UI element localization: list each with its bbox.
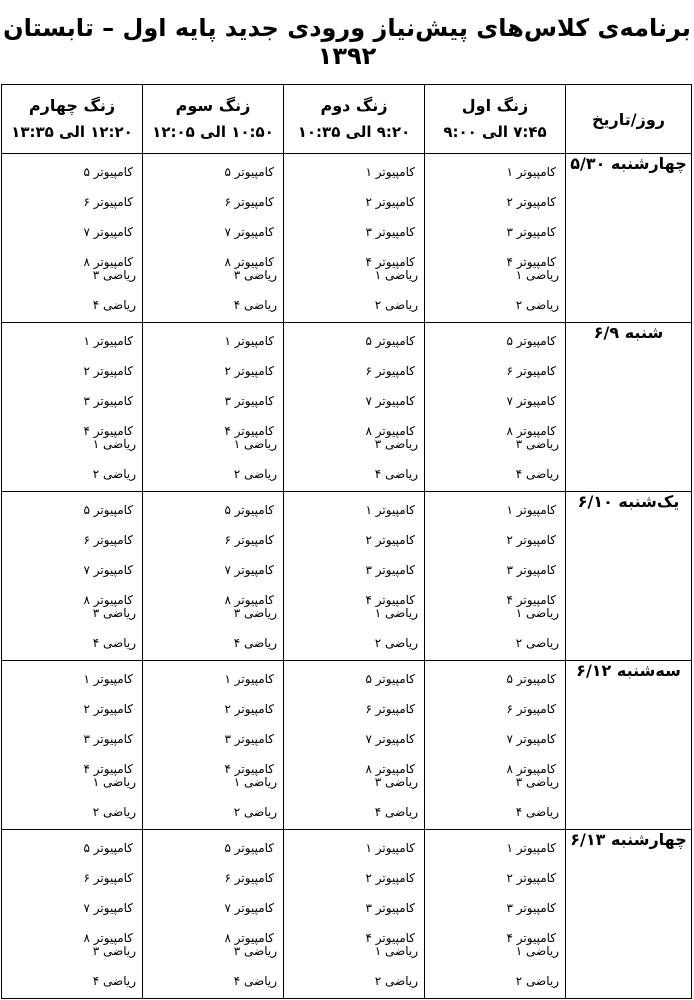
computer-group-label: کامپیوتر ۶ xyxy=(365,364,415,378)
bell-time: ۱۲:۲۰ الی ۱۳:۳۵ xyxy=(11,123,133,141)
computer-group-label: کامپیوتر ۶ xyxy=(506,702,556,716)
math-group-label: ریاضی ۱ xyxy=(515,268,559,282)
computer-group-label: کامپیوتر ۴ xyxy=(506,255,556,269)
computer-group-label: کامپیوتر ۲ xyxy=(83,364,133,378)
computer-group-label: کامپیوتر ۵ xyxy=(83,841,133,855)
computer-group-label: کامپیوتر ۴ xyxy=(365,593,415,607)
bell-time: ۷:۴۵ الی ۹:۰۰ xyxy=(443,123,547,141)
computer-group-label: کامپیوتر ۵ xyxy=(224,165,274,179)
math-groups xyxy=(147,260,277,320)
computer-groups xyxy=(425,661,565,784)
computer-group-label: کامپیوتر ۸ xyxy=(506,424,556,438)
computer-group-label: کامپیوتر ۸ xyxy=(224,255,274,269)
math-groups xyxy=(429,598,559,658)
computer-group-label: کامپیوتر ۴ xyxy=(83,762,133,776)
math-group-label: ریاضی ۴ xyxy=(233,974,277,988)
table-row xyxy=(2,830,692,999)
computer-group-label: کامپیوتر ۷ xyxy=(506,394,556,408)
math-groups xyxy=(429,260,559,320)
computer-groups xyxy=(425,492,565,615)
day-date-cell: شنبه ۶/۹ xyxy=(566,323,692,492)
math-group-label: ریاضی ۳ xyxy=(92,944,136,958)
table-row xyxy=(2,154,692,323)
computer-group-label: کامپیوتر ۶ xyxy=(83,871,133,885)
computer-group-label: کامپیوتر ۵ xyxy=(365,672,415,686)
bell-name: زنگ اول xyxy=(461,96,529,115)
computer-group-label: کامپیوتر ۸ xyxy=(506,762,556,776)
computer-group-label: کامپیوتر ۶ xyxy=(224,195,274,209)
computer-group-label: کامپیوتر ۱ xyxy=(506,503,556,517)
computer-group-label: کامپیوتر ۱ xyxy=(83,672,133,686)
day-date-cell: سه‌شنبه ۶/۱۲ xyxy=(566,661,692,830)
math-group-label: ریاضی ۲ xyxy=(374,298,418,312)
computer-groups xyxy=(2,661,142,784)
class-slot-cell xyxy=(425,323,566,492)
class-slot-cell xyxy=(425,154,566,323)
computer-group-label: کامپیوتر ۳ xyxy=(365,901,415,915)
bell-header-4 xyxy=(2,85,143,154)
computer-group-label: کامپیوتر ۳ xyxy=(365,225,415,239)
class-slot-cell xyxy=(2,323,143,492)
computer-groups xyxy=(143,661,283,784)
math-group-label: ریاضی ۳ xyxy=(92,268,136,282)
math-groups xyxy=(147,429,277,489)
math-group-label: ریاضی ۳ xyxy=(233,944,277,958)
math-group-label: ریاضی ۳ xyxy=(374,437,418,451)
class-slot-cell xyxy=(284,154,425,323)
math-groups xyxy=(6,936,136,996)
schedule-table xyxy=(1,84,692,999)
computer-group-label: کامپیوتر ۸ xyxy=(365,424,415,438)
computer-groups xyxy=(284,661,424,784)
bell-header-1 xyxy=(425,85,566,154)
computer-group-label: کامپیوتر ۲ xyxy=(83,702,133,716)
math-groups xyxy=(147,767,277,827)
math-group-label: ریاضی ۴ xyxy=(92,298,136,312)
bell-name: زنگ دوم xyxy=(320,96,388,115)
math-group-label: ریاضی ۱ xyxy=(92,437,136,451)
math-groups xyxy=(147,598,277,658)
bell-header-2 xyxy=(284,85,425,154)
computer-group-label: کامپیوتر ۷ xyxy=(506,732,556,746)
computer-group-label: کامپیوتر ۳ xyxy=(83,394,133,408)
math-group-label: ریاضی ۴ xyxy=(515,805,559,819)
computer-groups xyxy=(2,154,142,277)
header-row xyxy=(2,85,692,154)
computer-groups xyxy=(143,830,283,953)
day-date-cell: یک‌شنبه ۶/۱۰ xyxy=(566,492,692,661)
computer-group-label: کامپیوتر ۳ xyxy=(506,563,556,577)
math-group-label: ریاضی ۲ xyxy=(374,636,418,650)
schedule-body xyxy=(2,154,692,999)
computer-group-label: کامپیوتر ۵ xyxy=(83,503,133,517)
bell-name: زنگ سوم xyxy=(175,96,251,115)
class-slot-cell xyxy=(2,154,143,323)
day-date-cell: چهارشنبه ۶/۱۳ xyxy=(566,830,692,999)
class-slot-cell xyxy=(425,492,566,661)
computer-group-label: کامپیوتر ۸ xyxy=(224,931,274,945)
computer-group-label: کامپیوتر ۲ xyxy=(365,195,415,209)
computer-group-label: کامپیوتر ۱ xyxy=(506,841,556,855)
class-slot-cell xyxy=(143,830,284,999)
computer-group-label: کامپیوتر ۴ xyxy=(365,931,415,945)
computer-group-label: کامپیوتر ۶ xyxy=(83,533,133,547)
math-group-label: ریاضی ۳ xyxy=(515,437,559,451)
bell-time: ۱۰:۵۰ الی ۱۲:۰۵ xyxy=(152,123,274,141)
math-group-label: ریاضی ۴ xyxy=(92,974,136,988)
computer-group-label: کامپیوتر ۲ xyxy=(506,195,556,209)
computer-group-label: کامپیوتر ۳ xyxy=(365,563,415,577)
math-group-label: ریاضی ۱ xyxy=(233,437,277,451)
computer-group-label: کامپیوتر ۵ xyxy=(506,334,556,348)
day-column-header: روز/تاریخ xyxy=(566,85,692,154)
math-group-label: ریاضی ۳ xyxy=(515,775,559,789)
computer-groups xyxy=(2,323,142,446)
math-group-label: ریاضی ۲ xyxy=(374,974,418,988)
math-groups xyxy=(429,936,559,996)
math-groups xyxy=(288,429,418,489)
math-group-label: ریاضی ۱ xyxy=(92,775,136,789)
computer-group-label: کامپیوتر ۱ xyxy=(224,334,274,348)
computer-group-label: کامپیوتر ۲ xyxy=(365,871,415,885)
bell-time: ۹:۲۰ الی ۱۰:۳۵ xyxy=(297,123,411,141)
math-group-label: ریاضی ۴ xyxy=(233,636,277,650)
computer-group-label: کامپیوتر ۳ xyxy=(224,732,274,746)
computer-group-label: کامپیوتر ۶ xyxy=(83,195,133,209)
class-slot-cell xyxy=(425,830,566,999)
computer-group-label: کامپیوتر ۵ xyxy=(506,672,556,686)
computer-group-label: کامپیوتر ۲ xyxy=(224,364,274,378)
math-group-label: ریاضی ۲ xyxy=(233,805,277,819)
computer-groups xyxy=(143,323,283,446)
computer-group-label: کامپیوتر ۲ xyxy=(365,533,415,547)
computer-group-label: کامپیوتر ۴ xyxy=(83,424,133,438)
computer-group-label: کامپیوتر ۷ xyxy=(83,225,133,239)
computer-group-label: کامپیوتر ۶ xyxy=(506,364,556,378)
math-group-label: ریاضی ۲ xyxy=(92,467,136,481)
computer-group-label: کامپیوتر ۸ xyxy=(83,593,133,607)
math-group-label: ریاضی ۴ xyxy=(515,467,559,481)
computer-groups xyxy=(425,154,565,277)
computer-group-label: کامپیوتر ۲ xyxy=(224,702,274,716)
page-title: برنامه‌ی کلاس‌های پیش‌نیاز ورودی جدید پایه اول – تابستان ۱۳۹۲ xyxy=(3,14,691,70)
math-group-label: ریاضی ۲ xyxy=(92,805,136,819)
class-slot-cell xyxy=(284,830,425,999)
math-groups xyxy=(429,767,559,827)
math-group-label: ریاضی ۱ xyxy=(233,775,277,789)
computer-group-label: کامپیوتر ۷ xyxy=(224,563,274,577)
computer-group-label: کامپیوتر ۳ xyxy=(83,732,133,746)
computer-group-label: کامپیوتر ۸ xyxy=(83,255,133,269)
math-groups xyxy=(288,767,418,827)
math-group-label: ریاضی ۱ xyxy=(515,944,559,958)
class-slot-cell xyxy=(284,661,425,830)
table-row xyxy=(2,323,692,492)
math-groups xyxy=(429,429,559,489)
math-groups xyxy=(288,260,418,320)
computer-group-label: کامپیوتر ۷ xyxy=(224,901,274,915)
computer-groups xyxy=(284,830,424,953)
computer-group-label: کامپیوتر ۴ xyxy=(365,255,415,269)
math-groups xyxy=(6,598,136,658)
class-slot-cell xyxy=(143,492,284,661)
computer-group-label: کامپیوتر ۶ xyxy=(365,702,415,716)
computer-groups xyxy=(284,323,424,446)
computer-group-label: کامپیوتر ۳ xyxy=(506,225,556,239)
computer-group-label: کامپیوتر ۶ xyxy=(224,533,274,547)
math-group-label: ریاضی ۳ xyxy=(233,606,277,620)
computer-groups xyxy=(425,830,565,953)
math-groups xyxy=(6,767,136,827)
bell-name: زنگ چهارم xyxy=(28,96,116,115)
computer-group-label: کامپیوتر ۵ xyxy=(224,503,274,517)
math-groups xyxy=(288,936,418,996)
computer-group-label: کامپیوتر ۳ xyxy=(506,901,556,915)
math-group-label: ریاضی ۱ xyxy=(374,944,418,958)
computer-group-label: کامپیوتر ۷ xyxy=(83,901,133,915)
math-group-label: ریاضی ۱ xyxy=(515,606,559,620)
math-groups xyxy=(147,936,277,996)
math-group-label: ریاضی ۳ xyxy=(92,606,136,620)
computer-group-label: کامپیوتر ۴ xyxy=(506,593,556,607)
computer-group-label: کامپیوتر ۸ xyxy=(83,931,133,945)
computer-group-label: کامپیوتر ۱ xyxy=(224,672,274,686)
computer-group-label: کامپیوتر ۵ xyxy=(365,334,415,348)
computer-groups xyxy=(284,154,424,277)
computer-group-label: کامپیوتر ۱ xyxy=(365,503,415,517)
math-group-label: ریاضی ۴ xyxy=(374,467,418,481)
computer-groups xyxy=(284,492,424,615)
computer-groups xyxy=(143,154,283,277)
computer-group-label: کامپیوتر ۸ xyxy=(365,762,415,776)
math-group-label: ریاضی ۴ xyxy=(233,298,277,312)
computer-group-label: کامپیوتر ۴ xyxy=(506,931,556,945)
math-group-label: ریاضی ۲ xyxy=(515,636,559,650)
math-group-label: ریاضی ۴ xyxy=(374,805,418,819)
class-slot-cell xyxy=(2,830,143,999)
math-group-label: ریاضی ۴ xyxy=(92,636,136,650)
math-group-label: ریاضی ۱ xyxy=(374,268,418,282)
class-slot-cell xyxy=(284,323,425,492)
computer-group-label: کامپیوتر ۷ xyxy=(83,563,133,577)
computer-groups xyxy=(143,492,283,615)
math-group-label: ریاضی ۲ xyxy=(515,298,559,312)
table-row xyxy=(2,661,692,830)
class-slot-cell xyxy=(284,492,425,661)
math-group-label: ریاضی ۱ xyxy=(374,606,418,620)
day-date-cell: چهارشنبه ۵/۳۰ xyxy=(566,154,692,323)
computer-group-label: کامپیوتر ۱ xyxy=(365,165,415,179)
computer-group-label: کامپیوتر ۵ xyxy=(83,165,133,179)
computer-group-label: کامپیوتر ۴ xyxy=(224,424,274,438)
class-slot-cell xyxy=(2,492,143,661)
computer-group-label: کامپیوتر ۴ xyxy=(224,762,274,776)
computer-group-label: کامپیوتر ۶ xyxy=(224,871,274,885)
computer-groups xyxy=(425,323,565,446)
computer-group-label: کامپیوتر ۲ xyxy=(506,533,556,547)
class-slot-cell xyxy=(425,661,566,830)
table-row xyxy=(2,492,692,661)
computer-group-label: کامپیوتر ۳ xyxy=(224,394,274,408)
math-group-label: ریاضی ۲ xyxy=(515,974,559,988)
computer-groups xyxy=(2,492,142,615)
class-slot-cell xyxy=(143,661,284,830)
computer-group-label: کامپیوتر ۵ xyxy=(224,841,274,855)
computer-groups xyxy=(2,830,142,953)
computer-group-label: کامپیوتر ۱ xyxy=(506,165,556,179)
class-slot-cell xyxy=(143,323,284,492)
math-groups xyxy=(6,260,136,320)
math-group-label: ریاضی ۲ xyxy=(233,467,277,481)
computer-group-label: کامپیوتر ۷ xyxy=(365,394,415,408)
math-groups xyxy=(6,429,136,489)
computer-group-label: کامپیوتر ۱ xyxy=(83,334,133,348)
bell-header-3 xyxy=(143,85,284,154)
computer-group-label: کامپیوتر ۸ xyxy=(224,593,274,607)
computer-group-label: کامپیوتر ۲ xyxy=(506,871,556,885)
computer-group-label: کامپیوتر ۱ xyxy=(365,841,415,855)
math-group-label: ریاضی ۳ xyxy=(233,268,277,282)
computer-group-label: کامپیوتر ۷ xyxy=(365,732,415,746)
math-group-label: ریاضی ۳ xyxy=(374,775,418,789)
class-slot-cell xyxy=(2,661,143,830)
math-groups xyxy=(288,598,418,658)
computer-group-label: کامپیوتر ۷ xyxy=(224,225,274,239)
class-slot-cell xyxy=(143,154,284,323)
